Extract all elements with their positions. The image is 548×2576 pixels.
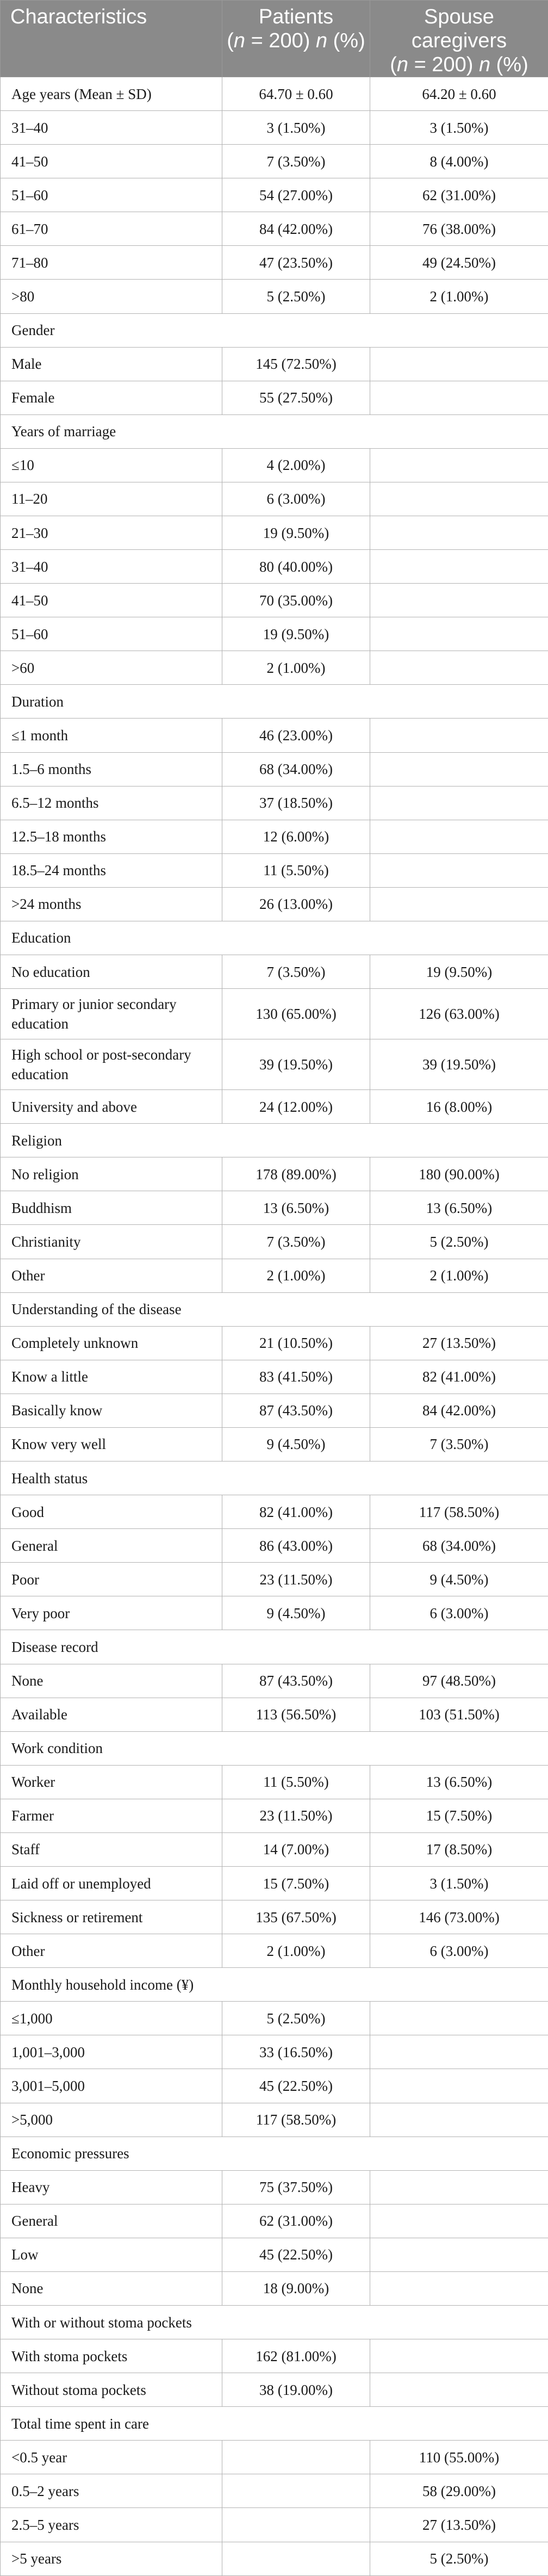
row-label: 41–50 <box>1 145 222 178</box>
header-caregivers <box>370 1 548 77</box>
table-row <box>1 1799 548 1832</box>
patients-value: 87 (43.50%) <box>222 1394 370 1427</box>
table-row <box>1 1596 548 1630</box>
patients-value: 6 (3.00%) <box>222 482 370 516</box>
row-label: Female <box>1 381 222 414</box>
caregivers-value: 110 (55.00%) <box>370 2441 548 2474</box>
section-label: Understanding of the disease <box>1 1292 548 1326</box>
table-row <box>1 178 548 212</box>
table-row <box>1 2474 548 2508</box>
table-row <box>1 1664 548 1698</box>
patients-value: 2 (1.00%) <box>222 1259 370 1292</box>
table-row <box>1 820 548 853</box>
section-label: Health status <box>1 1462 548 1495</box>
row-label: General <box>1 1529 222 1563</box>
caregivers-value: 64.20 ± 0.60 <box>370 77 548 111</box>
section-label: Total time spent in care <box>1 2407 548 2441</box>
section-label: With or without stoma pockets <box>1 2305 548 2339</box>
caregivers-value <box>370 853 548 887</box>
table-row <box>1 1191 548 1225</box>
patients-value: 23 (11.50%) <box>222 1563 370 1596</box>
header-characteristics <box>1 1 222 77</box>
row-label: >24 months <box>1 887 222 921</box>
section-row <box>1 313 548 347</box>
row-label: Worker <box>1 1765 222 1799</box>
patients-value <box>222 2508 370 2542</box>
table-row <box>1 111 548 145</box>
row-label: Good <box>1 1495 222 1529</box>
row-label: High school or post-secondary education <box>1 1039 222 1090</box>
table-row <box>1 1563 548 1596</box>
row-label: >80 <box>1 280 222 313</box>
patients-value: 84 (42.00%) <box>222 212 370 246</box>
patients-value: 3 (1.50%) <box>222 111 370 145</box>
header-patients-line1: Patients <box>258 5 334 28</box>
caregivers-value: 68 (34.00%) <box>370 1529 548 1563</box>
caregivers-value: 39 (19.50%) <box>370 1039 548 1090</box>
patients-value: 62 (31.00%) <box>222 2204 370 2238</box>
caregivers-value: 126 (63.00%) <box>370 989 548 1039</box>
row-label: Completely unknown <box>1 1326 222 1360</box>
table-row <box>1 1427 548 1461</box>
caregivers-value <box>370 2238 548 2271</box>
table-row <box>1 347 548 381</box>
caregivers-value <box>370 347 548 381</box>
row-label: >5 years <box>1 2542 222 2575</box>
table-header-row <box>1 1 548 77</box>
patients-value: 82 (41.00%) <box>222 1495 370 1529</box>
caregivers-value: 15 (7.50%) <box>370 1799 548 1832</box>
caregivers-value <box>370 516 548 550</box>
patients-value: 2 (1.00%) <box>222 1934 370 1968</box>
caregivers-value <box>370 2373 548 2407</box>
patients-value: 47 (23.50%) <box>222 246 370 280</box>
patients-value: 68 (34.00%) <box>222 752 370 786</box>
patients-value: 7 (3.50%) <box>222 1225 370 1259</box>
caregivers-value <box>370 2204 548 2238</box>
caregivers-value <box>370 2170 548 2204</box>
table-row <box>1 1326 548 1360</box>
header-caregivers-line2: caregivers <box>411 29 507 52</box>
table-row <box>1 1394 548 1427</box>
caregivers-value: 5 (2.50%) <box>370 1225 548 1259</box>
row-label: 61–70 <box>1 212 222 246</box>
section-label: Religion <box>1 1124 548 1157</box>
patients-value: 75 (37.50%) <box>222 2170 370 2204</box>
section-row <box>1 1731 548 1765</box>
patients-value: 2 (1.00%) <box>222 651 370 685</box>
row-label: Know a little <box>1 1360 222 1394</box>
row-label: Other <box>1 1934 222 1968</box>
row-label: <0.5 year <box>1 2441 222 2474</box>
caregivers-value: 17 (8.50%) <box>370 1832 548 1866</box>
patients-value: 45 (22.50%) <box>222 2238 370 2271</box>
row-label: Other <box>1 1259 222 1292</box>
row-label: ≤10 <box>1 448 222 482</box>
row-label: Available <box>1 1698 222 1731</box>
patients-value: 7 (3.50%) <box>222 955 370 989</box>
table-row <box>1 381 548 414</box>
caregivers-value <box>370 2035 548 2069</box>
section-label: Gender <box>1 313 548 347</box>
header-patients-line2-text: (n = 200) n (%) <box>227 29 365 52</box>
caregivers-value: 16 (8.00%) <box>370 1090 548 1124</box>
row-label: 3,001–5,000 <box>1 2069 222 2103</box>
caregivers-value: 76 (38.00%) <box>370 212 548 246</box>
row-label: 1,001–3,000 <box>1 2035 222 2069</box>
table-row <box>1 2204 548 2238</box>
table-row <box>1 887 548 921</box>
table-row <box>1 617 548 651</box>
row-label: Primary or junior secondary education <box>1 989 222 1039</box>
patients-value <box>222 2441 370 2474</box>
caregivers-value: 3 (1.50%) <box>370 111 548 145</box>
row-label: Christianity <box>1 1225 222 1259</box>
section-row <box>1 2305 548 2339</box>
caregivers-value: 180 (90.00%) <box>370 1157 548 1191</box>
patients-value: 145 (72.50%) <box>222 347 370 381</box>
patients-value: 19 (9.50%) <box>222 617 370 651</box>
row-label: 2.5–5 years <box>1 2508 222 2542</box>
caregivers-value <box>370 617 548 651</box>
row-label: Sickness or retirement <box>1 1900 222 1934</box>
row-label: 12.5–18 months <box>1 820 222 853</box>
table-row <box>1 550 548 584</box>
table-row <box>1 1259 548 1292</box>
table-row <box>1 2542 548 2575</box>
section-row <box>1 2137 548 2170</box>
table-row <box>1 516 548 550</box>
patients-value: 21 (10.50%) <box>222 1326 370 1360</box>
table-body <box>1 77 548 2576</box>
caregivers-value: 117 (58.50%) <box>370 1495 548 1529</box>
caregivers-value <box>370 887 548 921</box>
table-row <box>1 1039 548 1090</box>
caregivers-value <box>370 2002 548 2035</box>
table-row <box>1 2441 548 2474</box>
section-row <box>1 414 548 448</box>
patients-value: 15 (7.50%) <box>222 1866 370 1900</box>
row-label: 51–60 <box>1 178 222 212</box>
row-label: Heavy <box>1 2170 222 2204</box>
caregivers-value: 82 (41.00%) <box>370 1360 548 1394</box>
row-label: General <box>1 2204 222 2238</box>
row-label: Age years (Mean ± SD) <box>1 77 222 111</box>
row-label: >5,000 <box>1 2103 222 2137</box>
patients-value: 23 (11.50%) <box>222 1799 370 1832</box>
caregivers-value: 6 (3.00%) <box>370 1596 548 1630</box>
table-row <box>1 246 548 280</box>
patients-value: 87 (43.50%) <box>222 1664 370 1698</box>
table-row <box>1 584 548 617</box>
caregivers-value <box>370 820 548 853</box>
caregivers-value <box>370 2271 548 2305</box>
table-row <box>1 853 548 887</box>
table-row <box>1 651 548 685</box>
patients-value: 5 (2.50%) <box>222 2002 370 2035</box>
caregivers-value: 3 (1.50%) <box>370 1866 548 1900</box>
section-row <box>1 1292 548 1326</box>
caregivers-value: 13 (6.50%) <box>370 1191 548 1225</box>
section-row <box>1 921 548 955</box>
row-label: 21–30 <box>1 516 222 550</box>
caregivers-value <box>370 786 548 820</box>
row-label: 6.5–12 months <box>1 786 222 820</box>
patients-value: 80 (40.00%) <box>222 550 370 584</box>
patients-value: 11 (5.50%) <box>222 853 370 887</box>
patients-value: 13 (6.50%) <box>222 1191 370 1225</box>
table-row <box>1 1225 548 1259</box>
caregivers-value: 58 (29.00%) <box>370 2474 548 2508</box>
patients-value: 37 (18.50%) <box>222 786 370 820</box>
caregivers-value <box>370 381 548 414</box>
patients-value: 38 (19.00%) <box>222 2373 370 2407</box>
caregivers-value: 2 (1.00%) <box>370 1259 548 1292</box>
patients-value: 83 (41.50%) <box>222 1360 370 1394</box>
row-label: >60 <box>1 651 222 685</box>
table-row <box>1 2271 548 2305</box>
caregivers-value <box>370 482 548 516</box>
caregivers-value: 8 (4.00%) <box>370 145 548 178</box>
table-row <box>1 2508 548 2542</box>
patients-value: 86 (43.00%) <box>222 1529 370 1563</box>
row-label: Know very well <box>1 1427 222 1461</box>
table-row <box>1 2002 548 2035</box>
caregivers-value <box>370 550 548 584</box>
row-label: Without stoma pockets <box>1 2373 222 2407</box>
table-row <box>1 1934 548 1968</box>
table-row <box>1 448 548 482</box>
table-row <box>1 212 548 246</box>
table-row <box>1 1698 548 1731</box>
patients-value: 70 (35.00%) <box>222 584 370 617</box>
patients-value: 26 (13.00%) <box>222 887 370 921</box>
caregivers-value: 84 (42.00%) <box>370 1394 548 1427</box>
patients-value: 55 (27.50%) <box>222 381 370 414</box>
row-label: Male <box>1 347 222 381</box>
table-row <box>1 752 548 786</box>
caregivers-value: 5 (2.50%) <box>370 2542 548 2575</box>
table-row <box>1 1157 548 1191</box>
row-label: Staff <box>1 1832 222 1866</box>
row-label: With stoma pockets <box>1 2339 222 2373</box>
patients-value: 4 (2.00%) <box>222 448 370 482</box>
patients-value: 11 (5.50%) <box>222 1765 370 1799</box>
caregivers-value: 19 (9.50%) <box>370 955 548 989</box>
patients-value: 64.70 ± 0.60 <box>222 77 370 111</box>
caregivers-value: 7 (3.50%) <box>370 1427 548 1461</box>
table-row <box>1 1529 548 1563</box>
table-row <box>1 989 548 1039</box>
row-label: ≤1 month <box>1 719 222 752</box>
caregivers-value <box>370 719 548 752</box>
patients-value <box>222 2474 370 2508</box>
caregivers-value: 49 (24.50%) <box>370 246 548 280</box>
section-label: Monthly household income (¥) <box>1 1968 548 2002</box>
caregivers-value <box>370 448 548 482</box>
patients-value: 14 (7.00%) <box>222 1832 370 1866</box>
row-label: 31–40 <box>1 111 222 145</box>
patients-value: 162 (81.00%) <box>222 2339 370 2373</box>
table-row <box>1 77 548 111</box>
patients-value: 33 (16.50%) <box>222 2035 370 2069</box>
table-row <box>1 786 548 820</box>
caregivers-value: 146 (73.00%) <box>370 1900 548 1934</box>
section-row <box>1 2407 548 2441</box>
table-row <box>1 145 548 178</box>
table-row <box>1 719 548 752</box>
section-row <box>1 1968 548 2002</box>
header-caregivers-line3: (n = 200) n (%) <box>390 53 528 76</box>
row-label: Buddhism <box>1 1191 222 1225</box>
row-label: 0.5–2 years <box>1 2474 222 2508</box>
patients-value: 130 (65.00%) <box>222 989 370 1039</box>
row-label: 51–60 <box>1 617 222 651</box>
table-row <box>1 1866 548 1900</box>
header-patients <box>222 1 370 77</box>
row-label: Poor <box>1 1563 222 1596</box>
section-row <box>1 1630 548 1664</box>
row-label: No education <box>1 955 222 989</box>
patients-value <box>222 2542 370 2575</box>
caregivers-value <box>370 2103 548 2137</box>
row-label: 11–20 <box>1 482 222 516</box>
row-label: 71–80 <box>1 246 222 280</box>
patients-value: 19 (9.50%) <box>222 516 370 550</box>
table-row <box>1 955 548 989</box>
header-patients-line2 <box>222 29 370 53</box>
section-row <box>1 685 548 719</box>
section-label: Education <box>1 921 548 955</box>
table-row <box>1 1832 548 1866</box>
table-row <box>1 1360 548 1394</box>
row-label: Basically know <box>1 1394 222 1427</box>
patients-value: 39 (19.50%) <box>222 1039 370 1090</box>
patients-value: 46 (23.00%) <box>222 719 370 752</box>
caregivers-value: 97 (48.50%) <box>370 1664 548 1698</box>
patients-value: 178 (89.00%) <box>222 1157 370 1191</box>
row-label: University and above <box>1 1090 222 1124</box>
section-label: Years of marriage <box>1 414 548 448</box>
caregivers-value <box>370 2069 548 2103</box>
patients-value: 135 (67.50%) <box>222 1900 370 1934</box>
table-row <box>1 482 548 516</box>
row-label: Farmer <box>1 1799 222 1832</box>
caregivers-value <box>370 752 548 786</box>
patients-value: 5 (2.50%) <box>222 280 370 313</box>
row-label: None <box>1 1664 222 1698</box>
patients-value: 18 (9.00%) <box>222 2271 370 2305</box>
patients-value: 12 (6.00%) <box>222 820 370 853</box>
caregivers-value: 6 (3.00%) <box>370 1934 548 1968</box>
row-label: Laid off or unemployed <box>1 1866 222 1900</box>
patients-value: 54 (27.00%) <box>222 178 370 212</box>
table-row <box>1 280 548 313</box>
table-row <box>1 2339 548 2373</box>
row-label: Very poor <box>1 1596 222 1630</box>
patients-value: 9 (4.50%) <box>222 1427 370 1461</box>
caregivers-value: 13 (6.50%) <box>370 1765 548 1799</box>
caregivers-value <box>370 2339 548 2373</box>
patients-value: 24 (12.00%) <box>222 1090 370 1124</box>
caregivers-value <box>370 584 548 617</box>
row-label: No religion <box>1 1157 222 1191</box>
patients-value: 117 (58.50%) <box>222 2103 370 2137</box>
table-row <box>1 2103 548 2137</box>
patients-value: 45 (22.50%) <box>222 2069 370 2103</box>
caregivers-value: 27 (13.50%) <box>370 2508 548 2542</box>
section-label: Disease record <box>1 1630 548 1664</box>
table-row <box>1 1495 548 1529</box>
section-row <box>1 1124 548 1157</box>
caregivers-value: 62 (31.00%) <box>370 178 548 212</box>
section-label: Work condition <box>1 1731 548 1765</box>
header-characteristics-label: Characteristics <box>10 5 147 28</box>
table-row <box>1 1900 548 1934</box>
table-row <box>1 1090 548 1124</box>
table-row <box>1 2373 548 2407</box>
row-label: 18.5–24 months <box>1 853 222 887</box>
caregivers-value: 27 (13.50%) <box>370 1326 548 1360</box>
caregivers-value <box>370 651 548 685</box>
row-label: ≤1,000 <box>1 2002 222 2035</box>
caregivers-value: 9 (4.50%) <box>370 1563 548 1596</box>
caregivers-value: 103 (51.50%) <box>370 1698 548 1731</box>
caregivers-value: 2 (1.00%) <box>370 280 548 313</box>
row-label: 31–40 <box>1 550 222 584</box>
table-row <box>1 1765 548 1799</box>
table-row <box>1 2069 548 2103</box>
table-row <box>1 2035 548 2069</box>
patients-value: 113 (56.50%) <box>222 1698 370 1731</box>
row-label: 41–50 <box>1 584 222 617</box>
section-label: Duration <box>1 685 548 719</box>
patients-value: 9 (4.50%) <box>222 1596 370 1630</box>
header-caregivers-line1: Spouse <box>424 5 494 28</box>
table-row <box>1 2238 548 2271</box>
row-label: None <box>1 2271 222 2305</box>
table-row <box>1 2170 548 2204</box>
row-label: Low <box>1 2238 222 2271</box>
section-row <box>1 1462 548 1495</box>
row-label: 1.5–6 months <box>1 752 222 786</box>
section-label: Economic pressures <box>1 2137 548 2170</box>
patients-value: 7 (3.50%) <box>222 145 370 178</box>
